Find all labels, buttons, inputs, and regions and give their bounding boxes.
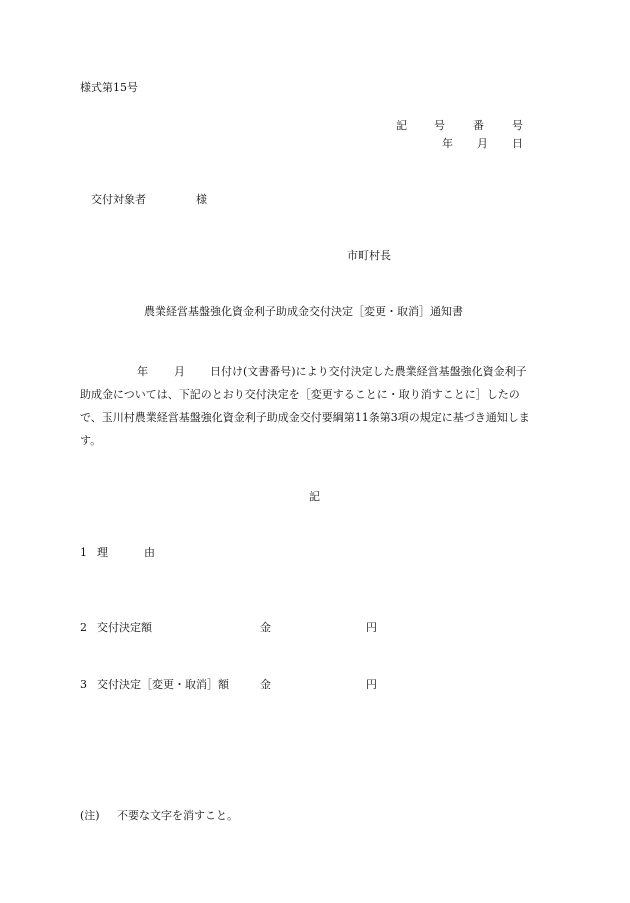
- item-2-yen: 円: [366, 621, 377, 634]
- form-number: 様式第15号: [80, 81, 138, 94]
- recipient-label: 交付対象者: [91, 193, 146, 206]
- issuer: 市町村長: [347, 249, 391, 262]
- date-year: 年: [442, 137, 453, 150]
- body-line-4: す。: [80, 434, 102, 447]
- item-3-label: 交付決定［変更・取消］額: [97, 678, 229, 691]
- document-title: 農業経営基盤強化資金利子助成金交付決定［変更・取消］通知書: [144, 305, 463, 318]
- body-line-3: で、玉川村農業経営基盤強化資金利子助成金交付要綱第11条第3項の規定に基づき通知しま: [80, 411, 530, 424]
- reference-number: 号: [512, 119, 523, 132]
- item-2-number: 2: [80, 621, 87, 634]
- item-1-label-a: 理: [97, 546, 108, 559]
- date-day: 日: [512, 137, 523, 150]
- reference-go: 号: [434, 119, 445, 132]
- item-3-number: 3: [80, 678, 87, 691]
- item-3-yen: 円: [366, 678, 377, 691]
- body-month: 月: [174, 365, 185, 378]
- recipient-honorific: 様: [196, 193, 207, 206]
- note-label: (注): [80, 809, 100, 822]
- note-text: 不要な文字を消すこと。: [117, 809, 238, 822]
- item-3-kin: 金: [260, 678, 271, 691]
- body-year: 年: [137, 365, 148, 378]
- reference-ki: 記: [396, 119, 407, 132]
- date-month: 月: [477, 137, 488, 150]
- body-paragraph: [80, 360, 550, 452]
- body-line-1: [80, 360, 550, 383]
- reference-ban: 番: [473, 119, 484, 132]
- body-line-2: 助成金については、下記のとおり交付決定を［変更することに・取り消すことに］したの: [80, 388, 520, 401]
- item-1-number: 1: [80, 546, 87, 559]
- ki-heading: 記: [309, 490, 320, 503]
- body-line-1-text: 日付け(文書番号)により交付決定した農業経営基盤強化資金利子: [210, 365, 527, 378]
- item-2-label: 交付決定額: [97, 621, 152, 634]
- item-1-label-b: 由: [144, 546, 155, 559]
- item-2-kin: 金: [260, 621, 271, 634]
